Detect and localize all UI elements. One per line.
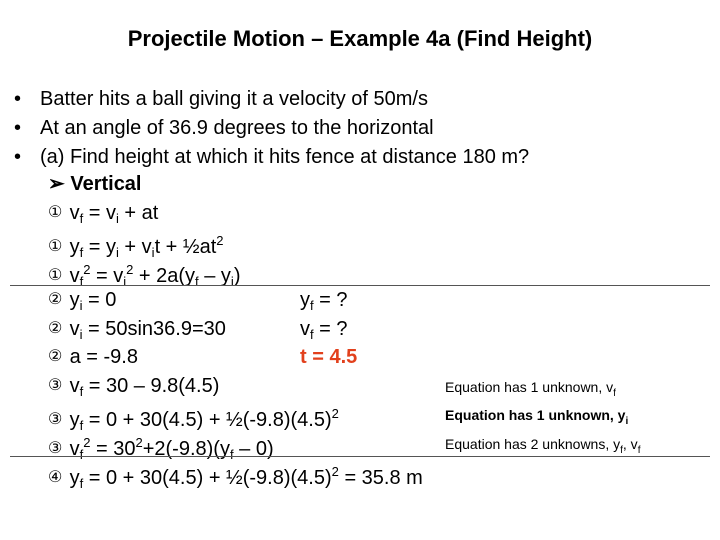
known-vi: ② $v_i = 50\sin 36.9=30$ xyxy=(48,318,226,342)
subheading-vertical: ➢ Vertical xyxy=(48,173,142,195)
circled-two-icon: ② xyxy=(48,348,63,365)
circled-three-icon: ③ xyxy=(48,411,63,428)
equation-text: $v_f = v_i$ + at xyxy=(69,202,159,226)
final-equation: ④ $y_f = 0 + 30(4.5)$ + $\frac{1}{2}(-9.8)(4.5)^2 = 35.8$ m xyxy=(48,464,423,491)
note-unknown-yi: Equation has 1 unknown, $y_i$ xyxy=(445,407,629,427)
bullet-icon: • xyxy=(14,146,22,168)
equation-line: ③ $y_f = 0 + 30(4.5)$ + $\frac{1}{2}(-9.8)(4.5)^2$ xyxy=(48,406,339,433)
bullet-icon: • xyxy=(14,117,22,139)
divider-line xyxy=(10,285,710,286)
equation-text: $v_f^2 = v_i^2 + 2a(y_f - y_i)$ xyxy=(69,262,241,289)
note-two-unknowns: Equation has 2 unknowns, $y_f$, $v_f$ xyxy=(445,436,641,456)
circled-four-icon: ④ xyxy=(48,469,63,486)
unknown-vf: $v_f$ = ? xyxy=(300,318,348,342)
arrow-icon: ➢ xyxy=(48,173,71,195)
unknown-yf: $y_f$ = ? xyxy=(300,289,348,313)
slide-title: Projectile Motion – Example 4a (Find Height) xyxy=(127,26,593,51)
circled-one-icon: ① xyxy=(48,238,63,255)
bullet-item: • (a) Find height at which it hits fence at distance 180 m? xyxy=(14,146,530,168)
circled-three-icon: ③ xyxy=(48,440,63,457)
known-a: ② a = -9.8 xyxy=(48,346,138,368)
circled-one-icon: ① xyxy=(48,267,63,284)
divider-line xyxy=(10,456,710,457)
bullet-item: • At an angle of 36.9 degrees to the horizontal xyxy=(14,117,434,139)
note-unknown-vf: Equation has 1 unknown, $v_f$ xyxy=(445,379,616,399)
bullet-icon: • xyxy=(14,88,22,110)
circled-two-icon: ② xyxy=(48,291,63,308)
equation-line: ③ $v_f = 30 - 9.8(4.5)$ xyxy=(48,375,220,399)
bullet-item: • Batter hits a ball giving it a velocity of 50m/s xyxy=(14,88,428,110)
equation-line xyxy=(48,201,158,231)
circled-one-icon: ① xyxy=(48,204,63,221)
circled-two-icon: ② xyxy=(48,320,63,337)
equation-text: $y_f = y_i + v_it$ + $\frac{1}{2}at^2$ xyxy=(69,233,224,260)
equation-line: ③ $v_f^2 = 30^2+2(-9.8)(y_f - 0)$ xyxy=(48,435,274,462)
circled-three-icon: ③ xyxy=(48,377,63,394)
known-yi: ② $y_i = 0$ xyxy=(48,289,117,313)
answer-time: t = 4.5 xyxy=(300,346,358,368)
